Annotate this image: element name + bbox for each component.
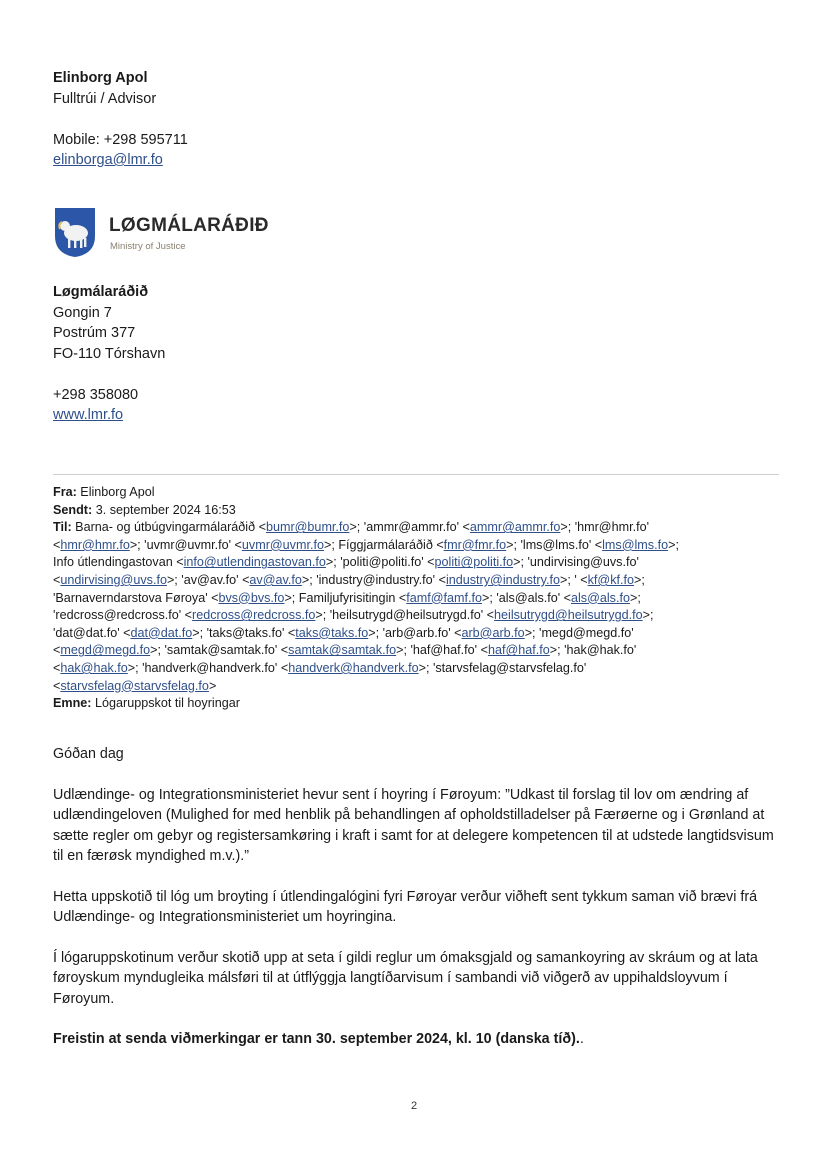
page-number: 2 xyxy=(410,1100,418,1112)
recipients-line xyxy=(53,590,779,608)
recipient-text: Info útlendingastovan < xyxy=(53,555,184,570)
recipient-email-link[interactable]: arb@arb.fo xyxy=(461,625,525,640)
recipient-email-link[interactable]: samtak@samtak.fo xyxy=(288,643,397,658)
recipient-text: >; ' < xyxy=(559,572,588,587)
recipient-email-link[interactable]: industry@industry.fo xyxy=(445,572,560,587)
recipients-line xyxy=(53,678,779,696)
recipient-email-link[interactable]: hak@hak.fo xyxy=(60,660,128,675)
recipient-text: >; 'industry@industry.fo' < xyxy=(301,572,446,587)
signature-mobile: Mobile: +298 595711 xyxy=(53,131,188,148)
recipient-text: >; 'megd@megd.fo' xyxy=(524,625,634,640)
address-org: Løgmálaráðið xyxy=(53,284,149,300)
recipient-text: >; Fíggjarmálaráðið < xyxy=(323,537,444,552)
recipient-text: >; 'hmr@hmr.fo' xyxy=(560,520,649,535)
recipients-line xyxy=(53,625,779,643)
recipient-email-link[interactable]: redcross@redcross.fo xyxy=(192,608,316,623)
signature-block xyxy=(53,68,188,171)
recipient-text: >; 'av@av.fo' < xyxy=(166,572,250,587)
signature-email-link[interactable]: elinborga@lmr.fo xyxy=(53,152,163,168)
recipient-email-link[interactable]: handverk@handverk.fo xyxy=(288,660,419,675)
recipient-text: >; 'ammr@ammr.fo' < xyxy=(349,520,470,535)
recipient-email-link[interactable]: starvsfelag@starvsfelag.fo xyxy=(60,678,209,693)
recipient-email-link[interactable]: taks@taks.fo xyxy=(295,625,369,640)
recipient-email-link[interactable]: kf@kf.fo xyxy=(587,572,634,587)
recipient-text: >; 'politi@politi.fo' < xyxy=(325,555,435,570)
recipient-email-link[interactable]: bumr@bumr.fo xyxy=(265,520,350,535)
email-header xyxy=(53,484,779,713)
recipient-text: >; xyxy=(634,572,645,587)
address-phone: +298 358080 xyxy=(53,386,139,403)
recipient-text: >; 'taks@taks.fo' < xyxy=(192,625,296,640)
recipient-email-link[interactable]: info@utlendingastovan.fo xyxy=(183,555,326,570)
recipient-text: Barna- og útbúgvingarmálaráðið < xyxy=(71,520,266,535)
recipients-line xyxy=(53,607,779,625)
recipient-email-link[interactable]: politi@politi.fo xyxy=(434,555,514,570)
recipient-text: >; Familjufyrisitingin < xyxy=(284,590,407,605)
recipient-text: < xyxy=(53,537,61,552)
paragraph-1: Udlændinge- og Integrationsministeriet hevur sent í hoyring í Føroyum: ”Udkast til forslag til lov om ændring af udlændingeloven (Mulighed for med henblik på behandlingen af opholdstilladelser på Færøerne og i Grønland at sætte regler om gebyr og registersamkøring i kraft i samt for at delegere kompetencen til at udstede langtidsvisum til en færøsk myndighed m.v.).” xyxy=(53,786,774,864)
greeting: Góðan dag xyxy=(53,746,124,762)
recipient-text: < xyxy=(53,660,61,675)
logo-title: LØGMÁLARÁÐIÐ xyxy=(109,215,269,236)
address-street: Gongin 7 xyxy=(53,304,112,321)
recipient-email-link[interactable]: ammr@ammr.fo xyxy=(469,520,561,535)
recipient-text: >; 'heilsutrygd@heilsutrygd.fo' < xyxy=(315,608,495,623)
from-label: Fra: xyxy=(53,485,77,499)
recipient-email-link[interactable]: hmr@hmr.fo xyxy=(60,537,130,552)
paragraph-2: Hetta uppskotið til lóg um broyting í útlendingalógini fyri Føroyar verður viðheft sent tykkum saman við brævi frá Udlændinge- og Integrationsministeriet um hoyringina. xyxy=(53,888,758,925)
recipient-email-link[interactable]: uvmr@uvmr.fo xyxy=(241,537,324,552)
email-body xyxy=(53,744,788,1050)
recipient-email-link[interactable]: haf@haf.fo xyxy=(487,643,550,658)
recipients-line xyxy=(53,572,779,590)
recipients-line xyxy=(53,660,779,678)
recipient-text: >; 'arb@arb.fo' < xyxy=(368,625,462,640)
recipients-line xyxy=(53,554,779,572)
recipient-text: >; 'starvsfelag@starvsfelag.fo' xyxy=(418,660,587,675)
address-city: FO-110 Tórshavn xyxy=(53,345,166,362)
recipient-text: >; 'als@als.fo' < xyxy=(482,590,571,605)
recipient-text: >; xyxy=(629,590,641,605)
to-label: Til: xyxy=(53,520,72,535)
sent-label: Sendt: xyxy=(53,502,93,517)
from-value: Elinborg Apol xyxy=(80,485,155,499)
recipient-email-link[interactable]: undirvising@uvs.fo xyxy=(60,572,167,587)
coat-of-arms-icon xyxy=(53,206,97,258)
recipients-list xyxy=(53,519,779,695)
recipient-text: >; 'lms@lms.fo' < xyxy=(506,537,603,552)
recipient-text: 'dat@dat.fo' < xyxy=(53,625,131,640)
paragraph-3: Í lógaruppskotinum verður skotið upp at seta í gildi reglur um ómaksgjald og samankoyring av skráum og at lata føroyskum myndugleika málsføri til at útflýggja langtíðarvisum í sambandi við viðgerð av uppihaldsloyvum í Føroyum. xyxy=(53,949,758,1007)
recipient-text: >; 'samtak@samtak.fo' < xyxy=(150,643,289,658)
recipients-line xyxy=(53,537,779,555)
recipient-text: < xyxy=(53,678,61,693)
website-link[interactable]: www.lmr.fo xyxy=(53,407,124,423)
recipient-email-link[interactable]: av@av.fo xyxy=(249,572,302,587)
deadline-text: Freistin at senda viðmerkingar er tann 30. september 2024, kl. 10 (danska tíð). xyxy=(53,1031,580,1047)
signature-name: Elinborg Apol xyxy=(53,70,148,86)
logo-subtitle: Ministry of Justice xyxy=(110,241,186,252)
paragraph-4 xyxy=(53,1029,788,1050)
recipient-email-link[interactable]: heilsutrygd@heilsutrygd.fo xyxy=(494,608,643,623)
recipient-text: >; xyxy=(668,537,679,552)
subject-value: Lógaruppskot til hoyringar xyxy=(95,696,240,711)
subject-label: Emne: xyxy=(53,696,92,711)
sent-row xyxy=(53,502,779,520)
recipient-text: 'Barnaverndarstova Føroya' < xyxy=(53,590,219,605)
recipients-line xyxy=(53,519,779,537)
sent-value: 3. september 2024 16:53 xyxy=(95,502,236,517)
recipient-email-link[interactable]: megd@megd.fo xyxy=(60,643,151,658)
recipient-text: 'redcross@redcross.fo' < xyxy=(53,608,193,623)
deadline-tail: . xyxy=(579,1031,584,1047)
signature-title: Fulltrúi / Advisor xyxy=(53,90,157,107)
address-block xyxy=(53,282,165,426)
recipient-text: >; xyxy=(642,608,654,623)
ministry-logo xyxy=(53,206,313,266)
recipient-text: >; 'hak@hak.fo' xyxy=(549,643,637,658)
recipient-email-link[interactable]: bvs@bvs.fo xyxy=(218,590,285,605)
recipient-email-link[interactable]: lms@lms.fo xyxy=(602,537,669,552)
recipient-text: > xyxy=(208,678,217,693)
recipient-text: >; 'haf@haf.fo' < xyxy=(396,643,488,658)
recipient-email-link[interactable]: dat@dat.fo xyxy=(130,625,193,640)
from-row xyxy=(53,484,779,502)
subject-row xyxy=(53,695,779,713)
divider xyxy=(53,474,779,475)
address-box: Postrúm 377 xyxy=(53,325,136,341)
recipient-text: >; 'uvmr@uvmr.fo' < xyxy=(129,537,242,552)
recipient-text: < xyxy=(53,572,61,587)
recipients-line xyxy=(53,642,779,660)
recipient-text: >; 'handverk@handverk.fo' < xyxy=(127,660,289,675)
recipient-text: < xyxy=(53,643,61,658)
recipient-text: >; 'undirvising@uvs.fo' xyxy=(513,555,639,570)
recipient-email-link[interactable]: als@als.fo xyxy=(571,590,630,605)
recipient-email-link[interactable]: famf@famf.fo xyxy=(406,590,482,605)
recipient-email-link[interactable]: fmr@fmr.fo xyxy=(443,537,507,552)
